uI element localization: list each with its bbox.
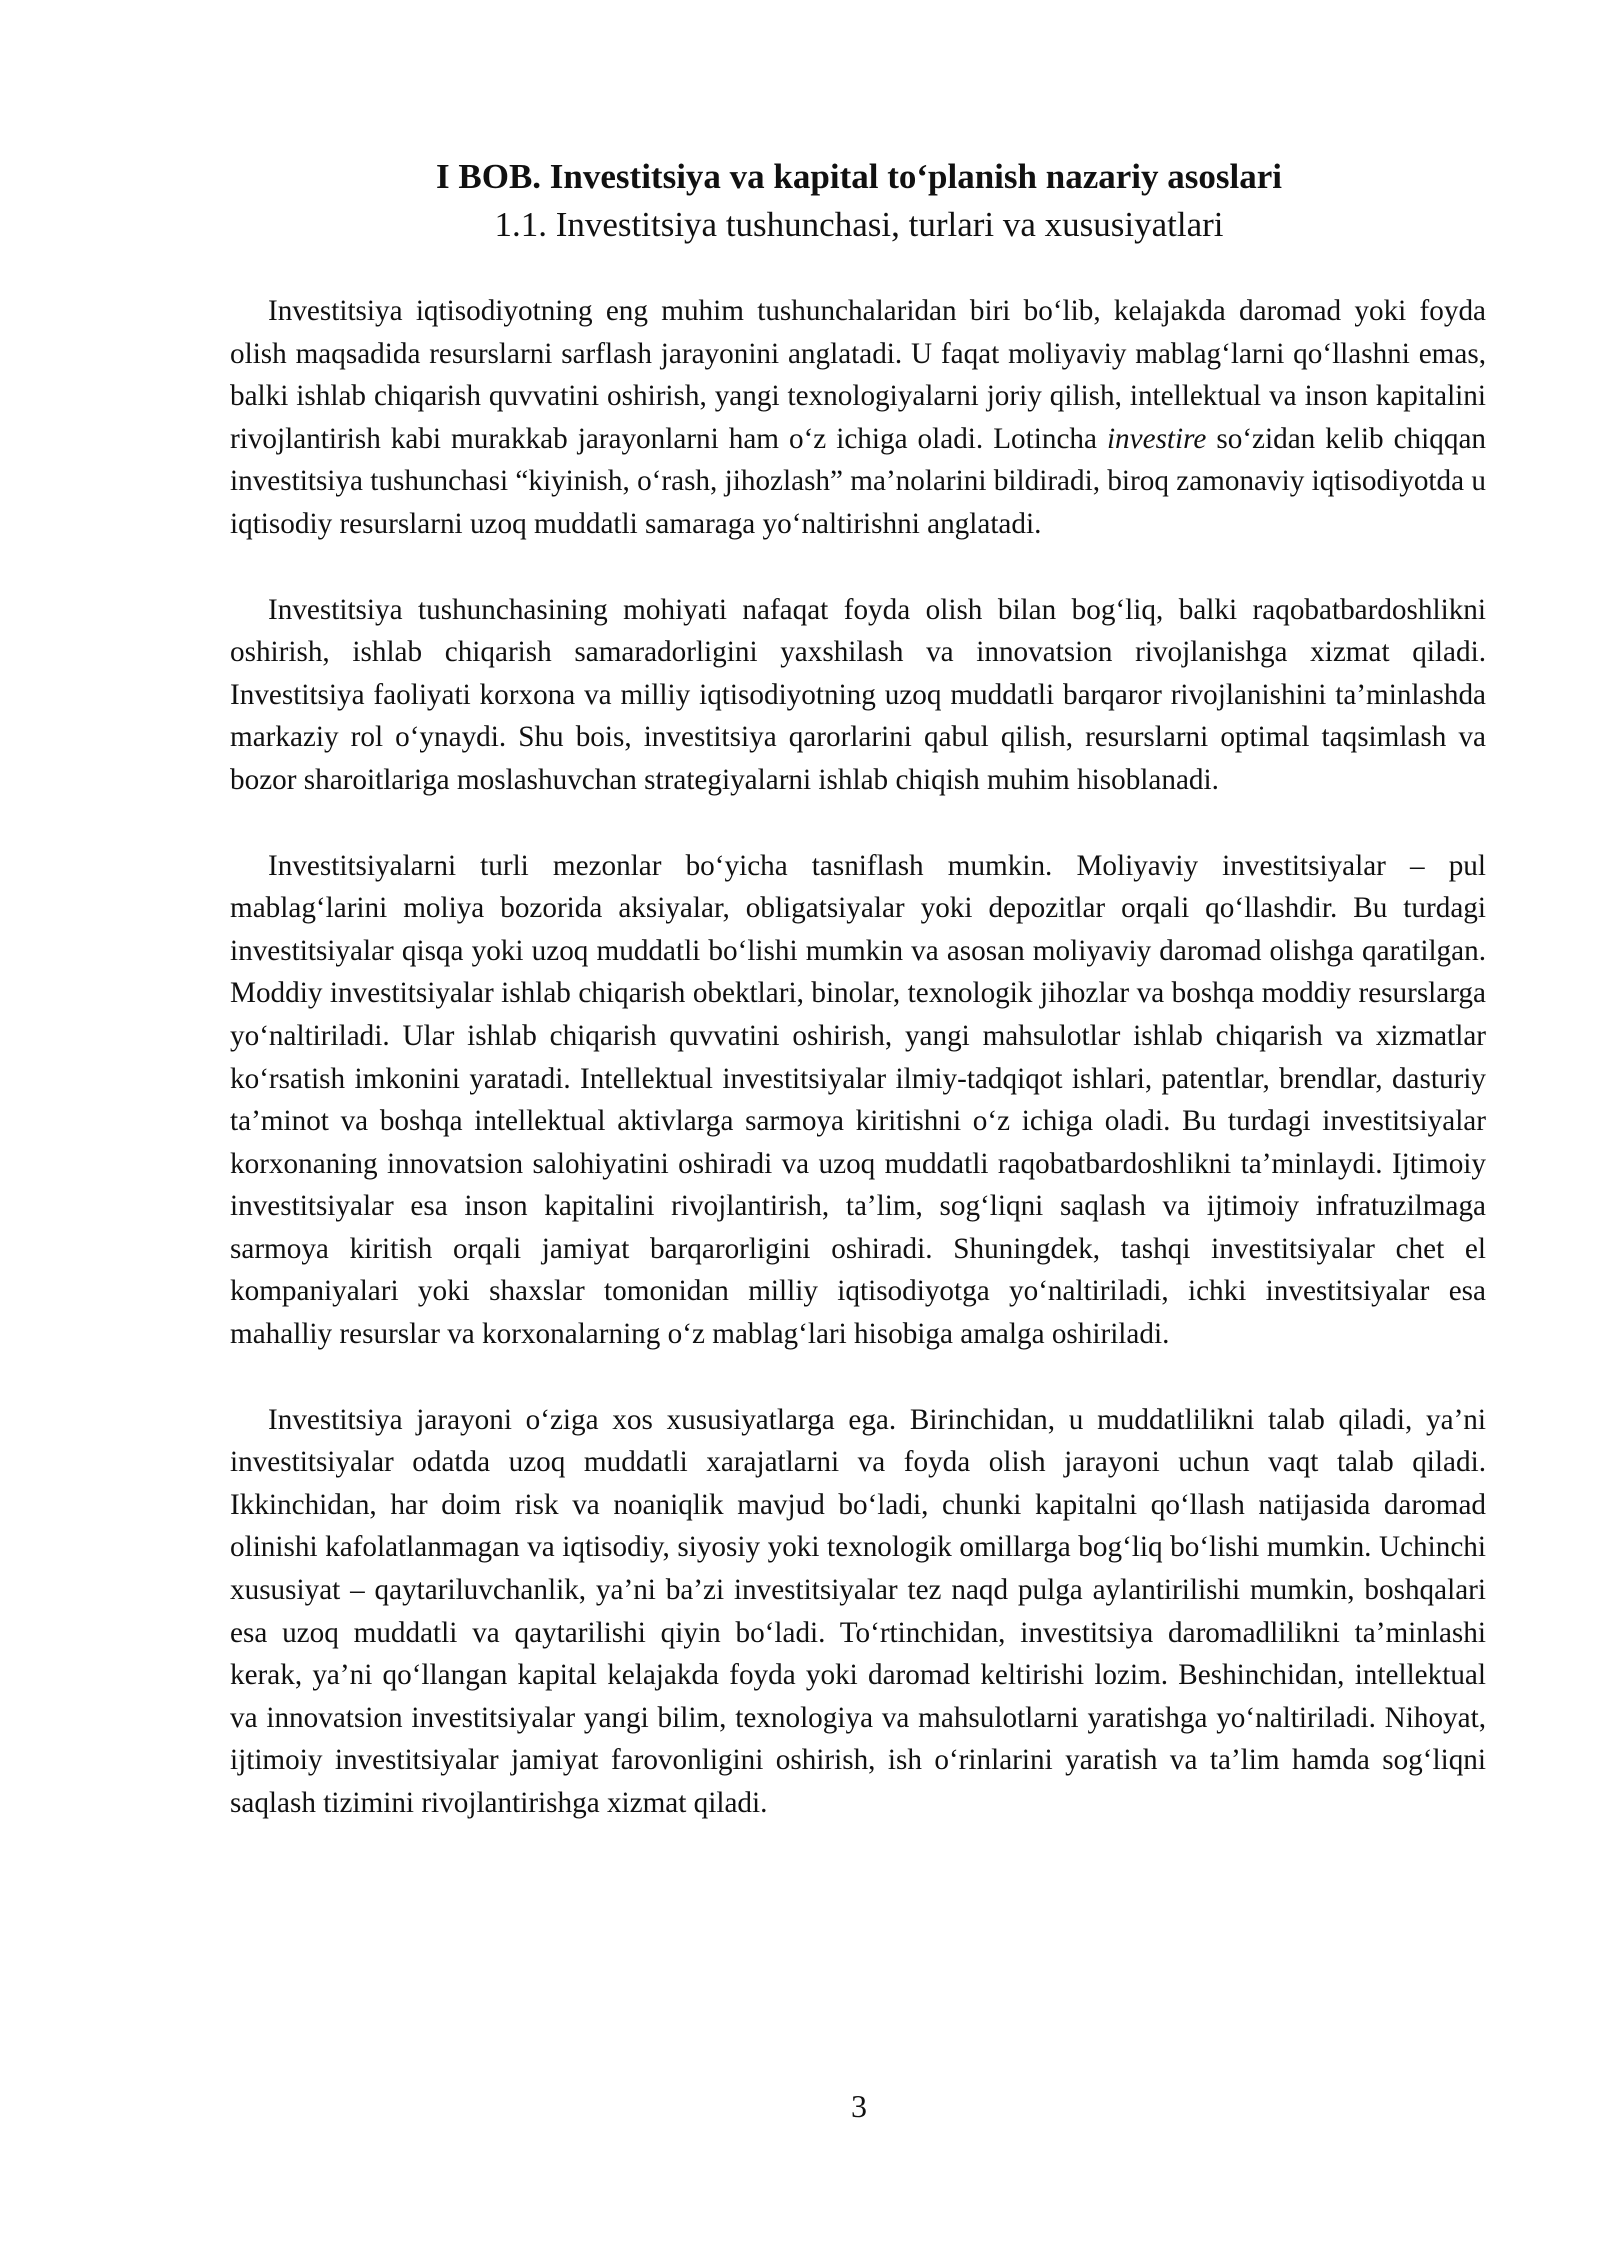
latin-term: investire <box>1106 422 1207 455</box>
chapter-title: I BOB. Investitsiya va kapital to‘planish nazariy asoslari <box>436 157 1282 196</box>
paragraph-4: Investitsiya jarayoni o‘ziga xos xususiyatlarga ega. Birinchidan, u muddatlilikni talab qiladi, ya’ni investitsiyalar odatda uzoq muddatli xarajatlarni va foyda olish jarayoni uchun vaqt talab qiladi. Ikkinchidan, har doim risk va noaniqlik mavjud bo‘ladi, chunki kapitalni qo‘llash natijasida daromad olinishi kafolatlanmagan va iqtisodiy, siyosiy yoki texnologik omillarga bog‘liq bo‘lishi mumkin. Uchinchi xususiyat – qaytariluvchanlik, ya’ni ba’zi investitsiyalar tez naqd pulga aylantirilishi mumkin, boshqalari esa uzoq muddatli va qaytarilishi qiyin bo‘ladi. To‘rtinchidan, investitsiya daromadlilikni ta’minlashi kerak, ya’ni qo‘llangan kapital kelajakda foyda yoki daromad keltirishi lozim. Beshinchidan, intellektual va innovatsion investitsiyalar yangi bilim, texnologiya va mahsulotlarni yaratishga yo‘naltiriladi. Nihoyat, ijtimoiy investitsiyalar jamiyat farovonligini oshirish, ish o‘rinlarini yaratish va ta’lim hamda sog‘liqni saqlash tizimini rivojlantirishga xizmat qiladi. <box>230 1403 1486 1819</box>
section-title: 1.1. Investitsiya tushunchasi, turlari va xususiyatlari <box>494 205 1224 244</box>
page-number: 3 <box>851 2088 867 2124</box>
paragraph-2: Investitsiya tushunchasining mohiyati nafaqat foyda olish bilan bog‘liq, balki raqobatbardoshlikni oshirish, ishlab chiqarish samaradorligini yaxshilash va innovatsion rivojlanishga xizmat qiladi. Investitsiya faoliyati korxona va milliy iqtisodiyotning uzoq muddatli barqaror rivojlanishini ta’minlashda markaziy rol o‘ynaydi. Shu bois, investitsiya qarorlarini qabul qilish, resurslarni optimal taqsimlash va bozor sharoitlariga moslashuvchan strategiyalarni ishlab chiqish muhim hisoblanadi. <box>230 593 1486 796</box>
paragraph-1 <box>230 290 1486 546</box>
paragraph-1-text-after: so‘zidan kelib chiqqan investitsiya tushunchasi “kiyinish, o‘rash, jihozlash” ma’nolarini bildiradi, biroq zamonaviy iqtisodiyotda u iqtisodiy resurslarni uzoq muddatli samaraga yo‘naltirishni anglatadi. <box>230 422 1486 540</box>
paragraph-1-text-before: Investitsiya iqtisodiyotning eng muhim tushunchalaridan biri bo‘lib, kelajakda daromad yoki foyda olish maqsadida resurslarni sarflash jarayonini anglatadi. U faqat moliyaviy mablag‘larni qo‘llashni emas, balki ishlab chiqarish quvvatini oshirish, yangi texnologiyalarni joriy qilish, intellektual va inson kapitalini rivojlantirish kabi murakkab jarayonlarni ham o‘z ichiga oladi. Lotincha <box>230 295 1486 455</box>
body-text <box>230 290 1486 1868</box>
paragraph-3: Investitsiyalarni turli mezonlar bo‘yicha tasniflash mumkin. Moliyaviy investitsiyalar – pul mablag‘larini moliya bozorida aksiyalar, obligatsiyalar yoki depozitlar orqali qo‘llashdir. Bu turdagi investitsiyalar qisqa yoki uzoq muddatli bo‘lishi mumkin va asosan moliyaviy daromad olishga qaratilgan. Moddiy investitsiyalar ishlab chiqarish obektlari, binolar, texnologik jihozlar va boshqa moddiy resurslarga yo‘naltiriladi. Ular ishlab chiqarish quvvatini oshirish, yangi mahsulotlar ishlab chiqarish va xizmatlar ko‘rsatish imkonini yaratadi. Intellektual investitsiyalar ilmiy-tadqiqot ishlari, patentlar, brendlar, dasturiy ta’minot va boshqa intellektual aktivlarga sarmoya kiritishni o‘z ichiga oladi. Bu turdagi investitsiyalar korxonaning innovatsion salohiyatini oshiradi va uzoq muddatli raqobatbardoshlikni ta’minlaydi. Ijtimoiy investitsiyalar esa inson kapitalini rivojlantirish, ta’lim, sog‘liqni saqlash va ijtimoiy infratuzilmaga sarmoya kiritish orqali jamiyat barqarorligini oshiradi. Shuningdek, tashqi investitsiyalar chet el kompaniyalari yoki shaxslar tomonidan milliy iqtisodiyotga yo‘naltiriladi, ichki investitsiyalar esa mahalliy resurslar va korxonalarning o‘z mablag‘lari hisobiga amalga oshiriladi. <box>230 849 1486 1351</box>
